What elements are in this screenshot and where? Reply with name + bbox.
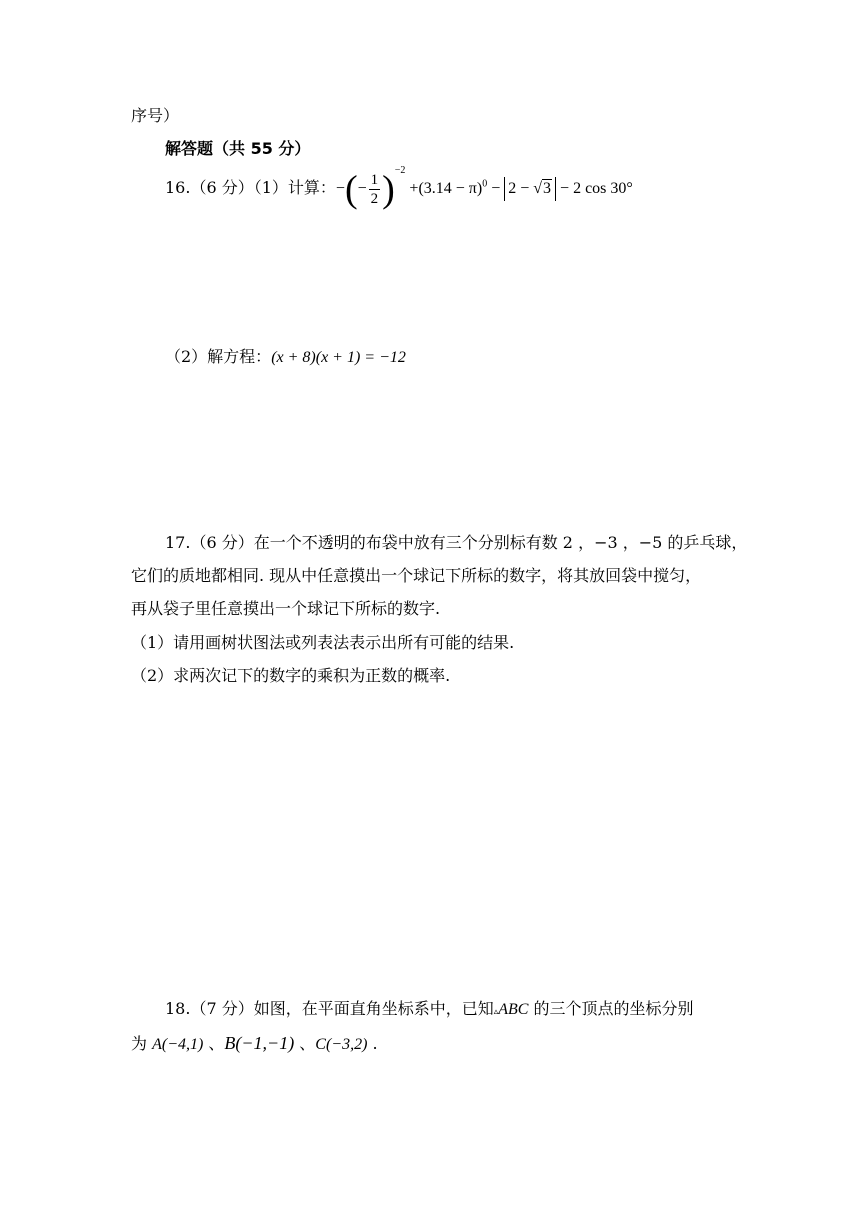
separator: 、: [294, 1034, 316, 1053]
separator: 、: [203, 1034, 225, 1053]
cos-term: − 2 cos 30°: [560, 180, 633, 197]
abs-left: 2 −: [508, 180, 530, 198]
q17-line3: 再从袋子里任意摸出一个球记下所标的数字.: [131, 599, 441, 618]
q16-part2-label: （2）解方程：: [165, 347, 272, 366]
equation: (x + 8)(x + 1) = −12: [271, 349, 406, 366]
q17-line1: 17.（6 分）在一个不透明的布袋中放有三个分别标有数 2 ，−3 ，−5 的乒乓球，: [165, 533, 748, 552]
fraction-half: [369, 171, 381, 208]
q17-sub1: （1）请用画树状图法或列表法表示出所有可能的结果.: [131, 633, 515, 652]
triangle-name: ABC: [498, 1001, 529, 1018]
absolute-value: [504, 177, 556, 201]
neg-sign: −: [335, 180, 345, 197]
period: .: [367, 1034, 378, 1053]
triangle-symbol: ▵: [493, 1007, 499, 1017]
q18-text-b: 的三个顶点的坐标分别: [528, 999, 694, 1018]
q16-part2: [165, 346, 406, 369]
frac-numerator: 1: [370, 171, 379, 188]
point-b: B(−1,−1): [224, 1033, 295, 1053]
section-heading: 解答题（共 55 分）: [165, 139, 311, 158]
minus-half: −: [357, 180, 367, 197]
q18-line1: [165, 998, 694, 1023]
q16-part1: [165, 166, 633, 211]
frac-denominator: 2: [370, 190, 379, 207]
q18-line2: [131, 1032, 378, 1056]
exponent-neg2: −2: [394, 164, 406, 176]
exponent-zero: 0: [482, 178, 488, 190]
q17-sub2: （2）求两次记下的数字的乘积为正数的概率.: [131, 666, 451, 685]
q16-expression: [335, 164, 633, 211]
point-c: C(−3,2): [315, 1036, 368, 1053]
point-a: A(−4,1): [152, 1036, 204, 1053]
minus-sign: −: [491, 180, 501, 197]
q18-text-a: 18.（7 分）如图，在平面直角坐标系中，已知: [165, 999, 494, 1018]
q17-line2: 它们的质地都相同. 现从中任意摸出一个球记下所标的数字，将其放回袋中搅匀，: [131, 566, 702, 585]
paren-open: (: [344, 168, 358, 211]
sqrt-three: √3: [533, 180, 552, 198]
top-fragment: 序号）: [131, 106, 180, 125]
paren-close: ): [382, 168, 395, 211]
q16-label: 16.（6 分）（1）计算：: [165, 178, 336, 197]
term-pi: +(3.14 − π): [409, 180, 483, 197]
q18-text-c: 为: [131, 1034, 153, 1053]
